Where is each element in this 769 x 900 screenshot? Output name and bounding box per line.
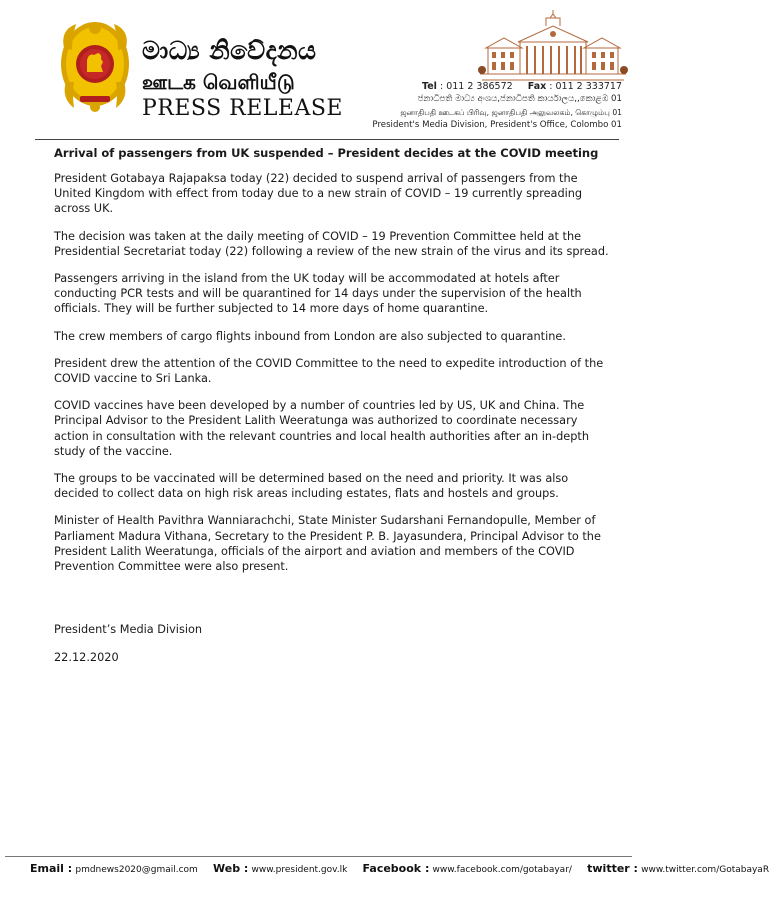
fax-label: Fax <box>527 81 547 92</box>
address-tamil: ஜனாதிபதி ஊடகப் பிரிவு, ஜனாதிபதி அலுவலகம், கொழும்பு 01 <box>400 108 622 117</box>
paragraph: Passengers arriving in the island from the UK today will be accommodated at hotels after conducting PCR tests and will be quarantined for 14 days under the supervision of the health officials. They will be further subjected to 14 more days of home quarantine. <box>54 272 582 316</box>
header-divider <box>35 139 619 140</box>
sri-lanka-emblem-icon <box>58 18 132 114</box>
address-english: President's Media Division, President's Office, Colombo 01 <box>372 120 622 130</box>
tel-label: Tel <box>422 81 437 92</box>
email-label: Email : <box>30 862 73 875</box>
release-date: 22.12.2020 <box>54 651 119 664</box>
presidents-office-building-icon <box>478 14 628 86</box>
tel-value: : 011 2 386572 <box>439 81 513 92</box>
letterhead <box>0 0 637 140</box>
paragraph: The crew members of cargo flights inbound from London are also subjected to quarantine. <box>54 329 566 343</box>
paragraph: The groups to be vaccinated will be determined based on the need and priority. It was also decided to collect data on high risk areas including estates, flats and hostels and groups. <box>54 472 569 501</box>
facebook-label: Facebook : <box>362 862 430 875</box>
facebook-link[interactable]: www.facebook.com/gotabayar/ <box>432 865 572 875</box>
contact-block <box>372 80 622 132</box>
paragraph: President Gotabaya Rajapaksa today (22) decided to suspend arrival of passengers from the United Kingdom with effect from today due to a new strain of COVID – 19 currently spreading across UK. <box>54 172 583 216</box>
paragraph: COVID vaccines have been developed by a number of countries led by US, UK and China. The Principal Advisor to the President Lalith Weeratunga was authorized to coordinate necessary action in consultation with the relevant countries and local health authorities after an in-depth study of the vaccine. <box>54 399 590 458</box>
signature: President’s Media Division <box>54 623 203 636</box>
paragraph: The decision was taken at the daily meeting of COVID – 19 Prevention Committee held at the Presidential Secretariat today (22) following a review of the new strain of the virus and its spread. <box>54 229 609 258</box>
title-tamil: ஊடக வெளியீடு <box>142 70 295 94</box>
footer-divider <box>5 856 632 857</box>
signature-block <box>54 622 202 665</box>
title-english: PRESS RELEASE <box>142 96 343 121</box>
twitter-label: twitter : <box>587 862 638 875</box>
article-body <box>54 145 614 586</box>
twitter-link[interactable]: www.twitter.com/GotabayaR <box>641 865 769 875</box>
address-sinhala: ජනාධිපති මාධ්‍ය අංශය,ජනාධිපති කාර්යාලය,,කොළඹ 01 <box>417 94 622 104</box>
email-link[interactable]: pmdnews2020@gmail.com <box>75 865 198 875</box>
paragraph: President drew the attention of the COVID Committee to the need to expedite introduction of the COVID vaccine to Sri Lanka. <box>54 356 604 386</box>
fax-value: : 011 2 333717 <box>549 81 622 92</box>
footer <box>30 862 769 875</box>
title-sinhala: මාධ්‍ය නිවේදනය <box>142 36 317 65</box>
web-label: Web : <box>213 862 249 875</box>
paragraph: Minister of Health Pavithra Wanniarachchi, State Minister Sudarshani Fernandopulle, Member of Parliament Madura Vithana, Secretary to the President P. B. Jayasundera, Principal Advisor to the President Lalith Weeratunga, officials of the airport and aviation and members of the COVID Prevention Committee were also present. <box>54 514 601 574</box>
headline: Arrival of passengers from UK suspended – President decides at the COVID meeting <box>54 146 599 160</box>
web-link[interactable]: www.president.gov.lk <box>251 865 348 875</box>
